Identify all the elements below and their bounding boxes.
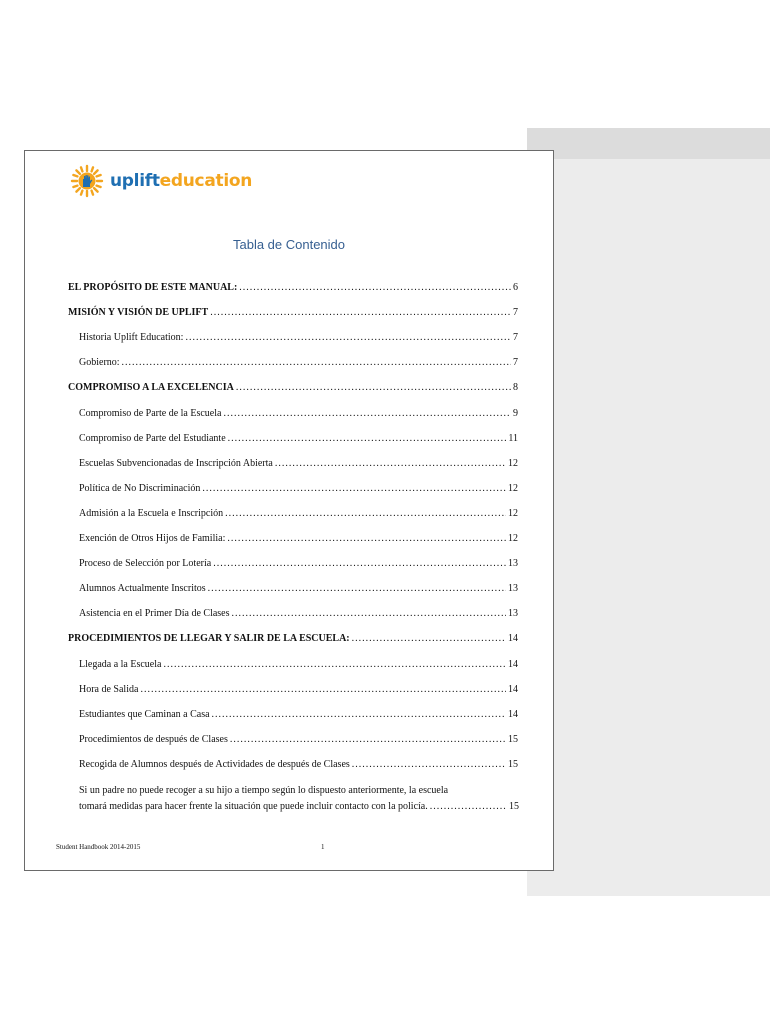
toc-entry-text: COMPROMISO A LA EXCELENCIA [68, 382, 234, 394]
toc-entry-text: Alumnos Actualmente Inscritos [79, 583, 206, 595]
footer-handbook-label: Student Handbook 2014-2015 [56, 843, 141, 851]
toc-leader-dots [430, 799, 507, 815]
toc-entry-text: Proceso de Selección por Lotería [79, 558, 212, 570]
toc-page-number: 7 [513, 307, 518, 319]
toc-leader-dots [227, 533, 506, 544]
toc-page-number: 12 [508, 533, 518, 544]
toc-page-number: 8 [513, 382, 518, 394]
toc-entry[interactable] [79, 433, 518, 444]
toc-entry-text: PROCEDIMIENTOS DE LLEGAR Y SALIR DE LA ESCUELA: [68, 633, 350, 645]
toc-leader-dots [202, 483, 506, 494]
toc-entry-line2: tomará medidas para hacer frente la situación que puede incluir contacto con la policía. [79, 801, 428, 812]
toc-entry-multiline[interactable] [79, 783, 519, 815]
toc-leader-dots [210, 307, 511, 318]
logo-wordmark [110, 171, 252, 191]
toc-page-number: 12 [508, 482, 518, 494]
toc-page-number: 15 [509, 801, 519, 812]
footer-page-number: 1 [321, 843, 325, 851]
toc-entry-text: Compromiso de Parte de la Escuela [79, 407, 222, 419]
toc-title: Tabla de Contenido [232, 237, 346, 252]
logo-word-uplift: uplift [110, 171, 160, 191]
toc-leader-dots [213, 558, 506, 569]
toc-leader-dots [223, 408, 511, 419]
toc-entry[interactable] [79, 332, 518, 343]
toc-page-number: 14 [508, 708, 518, 720]
comment-pane-header [527, 128, 770, 159]
toc-page-number: 13 [508, 558, 518, 570]
comment-pane [527, 128, 770, 896]
toc-entry-text: Asistencia en el Primer Día de Clases [79, 608, 230, 620]
toc-leader-dots [352, 633, 506, 644]
toc-page-number: 15 [508, 733, 518, 745]
toc-page-number: 7 [513, 357, 518, 369]
toc-entry-text: Gobierno: [79, 357, 120, 369]
toc-entry[interactable] [68, 633, 518, 644]
toc-leader-dots [230, 734, 506, 745]
toc-entry-text: Exención de Otros Hijos de Familia: [79, 533, 226, 544]
toc-entry-text: Llegada a la Escuela [79, 658, 162, 670]
toc-entry[interactable] [79, 734, 518, 745]
toc-entry[interactable] [79, 558, 518, 569]
toc-entry[interactable] [79, 684, 518, 695]
toc-page-number: 14 [508, 633, 518, 645]
toc-leader-dots [352, 759, 506, 770]
toc-leader-dots [122, 357, 511, 368]
toc-page-number: 9 [513, 407, 518, 419]
toc-leader-dots [232, 608, 506, 619]
toc-page-number: 6 [513, 282, 518, 293]
toc-leader-dots [185, 332, 511, 343]
toc-leader-dots [208, 583, 506, 594]
toc-page-number: 15 [508, 758, 518, 770]
toc-entry[interactable] [79, 608, 518, 619]
toc-entry-text: Escuelas Subvencionadas de Inscripción Abierta [79, 457, 273, 469]
toc-entry[interactable] [79, 583, 518, 594]
toc-page-number: 12 [508, 457, 518, 469]
toc-entry[interactable] [79, 709, 518, 720]
toc-entry[interactable] [79, 759, 518, 770]
toc-entry-text: Estudiantes que Caminan a Casa [79, 708, 210, 720]
logo-word-education: education [159, 171, 253, 191]
toc-leader-dots [228, 433, 507, 444]
toc-leader-dots [225, 508, 506, 519]
toc-entry-text: Procedimientos de después de Clases [79, 733, 228, 745]
sun-hand-icon [70, 164, 104, 198]
toc-entry-text: Recogida de Alumnos después de Actividades de después de Clases [79, 758, 350, 770]
toc-entry[interactable] [68, 382, 518, 393]
toc-entry-text: Historia Uplift Education: [79, 332, 184, 344]
uplift-logo [70, 164, 252, 198]
toc-leader-dots [140, 684, 506, 695]
toc-page-number: 11 [508, 432, 518, 444]
toc-page-number: 13 [508, 608, 518, 620]
toc-entry[interactable] [79, 533, 518, 544]
toc-entry-text: MISIÓN Y VISIÓN DE UPLIFT [68, 307, 209, 319]
toc-page-number: 13 [508, 583, 518, 595]
toc-entry-text: EL PROPÓSITO DE ESTE MANUAL: [68, 282, 238, 293]
toc-page-number: 14 [508, 658, 518, 670]
toc-entry[interactable] [79, 508, 518, 519]
toc-entry[interactable] [79, 659, 518, 670]
toc-entry-text: Compromiso de Parte del Estudiante [79, 432, 226, 444]
toc-page-number: 14 [508, 683, 518, 695]
toc-entry[interactable] [79, 408, 518, 419]
toc-entry[interactable] [79, 357, 518, 368]
toc-leader-dots [212, 709, 506, 720]
toc-page-number: 12 [508, 507, 518, 519]
toc-entry[interactable] [68, 282, 518, 293]
toc-entry-line1: Si un padre no puede recoger a su hijo a tiempo según lo dispuesto anteriormente, la escuela [79, 785, 449, 796]
toc-entry-text: Política de No Discriminación [79, 482, 201, 494]
document-page [24, 150, 554, 871]
toc-leader-dots [236, 382, 511, 393]
toc-entry-text: Admisión a la Escuela e Inscripción [79, 507, 224, 519]
toc-entry-text: Hora de Salida [79, 683, 139, 695]
toc-leader-dots [163, 659, 506, 670]
toc-entry[interactable] [68, 307, 518, 318]
toc-leader-dots [275, 458, 506, 469]
toc-entry[interactable] [79, 458, 518, 469]
toc-page-number: 7 [513, 332, 518, 344]
toc-entry[interactable] [79, 483, 518, 494]
toc-leader-dots [239, 282, 511, 293]
